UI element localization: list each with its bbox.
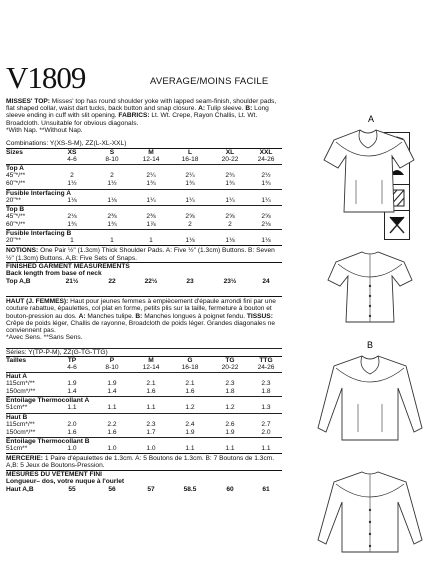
notions-label: NOTIONS: bbox=[6, 247, 39, 255]
table-cell: 1.3 bbox=[261, 404, 271, 412]
fr-view-a-text: Manches tulipe. bbox=[85, 312, 136, 320]
table-cell: M bbox=[148, 356, 154, 364]
table-cell: 20-22 bbox=[221, 156, 239, 164]
table-cell: 1⅛ bbox=[261, 237, 271, 245]
table-cell: 4-6 bbox=[67, 156, 77, 164]
table-row bbox=[6, 197, 282, 205]
row-label: 45"*/** bbox=[6, 172, 26, 180]
table-cell: 1.9 bbox=[225, 428, 235, 436]
table-cell: 1¼ bbox=[146, 196, 156, 204]
table-cell: 2⅛ bbox=[67, 212, 77, 220]
fusible-a-heading bbox=[6, 189, 282, 197]
table-cell: 2.3 bbox=[261, 380, 271, 388]
table-cell: 1 bbox=[110, 237, 114, 245]
finished-sub: Back length from base of neck bbox=[6, 269, 102, 277]
table-cell: 1¼ bbox=[225, 196, 235, 204]
table-row bbox=[6, 486, 282, 494]
row-label: 20"** bbox=[6, 196, 21, 204]
mesures-title: MESURES DU VÊTEMENT FINI bbox=[6, 470, 102, 478]
table-cell: 2 bbox=[228, 220, 232, 228]
french-section bbox=[6, 296, 282, 494]
table-cell: 2.0 bbox=[261, 428, 271, 436]
table-cell: 16-18 bbox=[181, 363, 199, 371]
row-label: 60"*/** bbox=[6, 180, 26, 188]
table-cell: XL bbox=[225, 149, 235, 157]
tailles-header-row bbox=[6, 356, 282, 364]
sizes-sub-row bbox=[6, 156, 282, 164]
table-cell: 22 bbox=[108, 278, 116, 285]
table-cell: 4-6 bbox=[67, 363, 77, 371]
entoilage-a-heading bbox=[6, 396, 282, 404]
table-cell: 12-14 bbox=[142, 363, 160, 371]
top-a-heading bbox=[6, 164, 282, 172]
view-b-label: B: bbox=[245, 105, 253, 113]
table-cell: 2.1 bbox=[185, 380, 195, 388]
table-row bbox=[6, 237, 282, 245]
row-label: 115cm*/** bbox=[6, 420, 35, 428]
row-label: 51cm** bbox=[6, 404, 28, 412]
finished-title: FINISHED GARMENT MEASUREMENTS bbox=[6, 262, 130, 270]
sizes-label: Sizes bbox=[6, 149, 23, 157]
mesures-sub: Longueur– dos, votre nuque à l'ourlet bbox=[6, 477, 125, 485]
tailles-label: Tailles bbox=[6, 356, 27, 364]
table-cell: 24 bbox=[262, 278, 270, 285]
row-label: 45"*/** bbox=[6, 212, 26, 220]
table-cell: 22½ bbox=[144, 278, 158, 285]
table-cell: 1.4 bbox=[67, 388, 77, 396]
table-cell: 1.1 bbox=[261, 444, 271, 452]
row-label: 51cm** bbox=[6, 444, 28, 452]
table-row bbox=[6, 380, 282, 388]
table-cell: 1 bbox=[70, 237, 74, 245]
garment-description bbox=[6, 98, 282, 134]
table-cell: 23½ bbox=[223, 278, 237, 285]
table-cell: 56 bbox=[108, 485, 116, 493]
table-row bbox=[6, 172, 282, 180]
series-text: Séries: Y(TP-P-M), ZZ(G-TG-TTG) bbox=[6, 348, 108, 356]
view-a-text: Tulip sleeve. bbox=[205, 105, 246, 113]
tissus-text: Crêpe de poids léger, Challis de rayonne, Broadcloth de poids léger. Grandes diagonales ne conviennent pas. bbox=[6, 319, 276, 335]
table-cell: 1½ bbox=[67, 180, 77, 188]
row-label: 60"*/** bbox=[6, 220, 26, 228]
table-cell: 2½ bbox=[261, 172, 271, 180]
table-cell: 1.1 bbox=[185, 444, 195, 452]
top-b-heading bbox=[6, 205, 282, 213]
table-cell: 1.0 bbox=[107, 444, 117, 452]
table-cell: 1¾ bbox=[261, 180, 271, 188]
entoilage-b-label: Entoilage Thermocollant B bbox=[6, 437, 90, 445]
description-title: MISSES' TOP: bbox=[6, 98, 50, 105]
table-row bbox=[6, 445, 282, 453]
fusible-b-label: Fusible Interfacing B bbox=[6, 230, 72, 238]
table-cell: 2.0 bbox=[67, 420, 77, 428]
table-cell: 2 bbox=[110, 172, 114, 180]
table-cell: 2.6 bbox=[225, 420, 235, 428]
table-cell: 1 bbox=[149, 237, 153, 245]
notions-body: One Pair ½" (1.3cm) Thick Shoulder Pads. A: Five ½" (1.3cm) Buttons. B: Seven ½" (1.3cm) Buttons. A,B: Five Sets of Snaps. bbox=[6, 247, 275, 262]
table-cell: XXL bbox=[259, 149, 273, 157]
table-cell: 1.1 bbox=[67, 404, 77, 412]
table-cell: 20-22 bbox=[221, 363, 239, 371]
table-cell: 1⅛ bbox=[185, 237, 195, 245]
haut-b-label: Haut B bbox=[6, 413, 28, 421]
table-cell: 24-26 bbox=[257, 363, 275, 371]
table-cell: 1.4 bbox=[107, 388, 117, 396]
table-row bbox=[6, 429, 282, 437]
table-cell: 1.1 bbox=[107, 404, 117, 412]
table-cell: G bbox=[187, 356, 193, 364]
haut-text: Haut pour jeunes femmes à empiècement d'épaule arrondi fini par une couture rabattue, épaulettes, col plat en forme, petits plis sur la taille, fermeture à bouton et bouton-pression au dos. bbox=[6, 298, 276, 320]
top-b-label: Top B bbox=[6, 205, 25, 213]
table-cell: 61 bbox=[262, 485, 270, 493]
view-b-letter: B bbox=[366, 340, 374, 350]
table-cell: 1¾ bbox=[146, 180, 156, 188]
mercerie-text bbox=[6, 453, 282, 470]
table-cell: 1⅛ bbox=[107, 196, 117, 204]
description-text: Misses' top has round shoulder yoke with lapped seam-finish, shoulder pads, flat shaped collar, waist dart tucks, back button and snap closure. bbox=[6, 98, 277, 113]
mesures-title-row bbox=[6, 470, 282, 478]
combinations-text: Combinations: Y(XS-S-M), ZZ(L-XL-XXL) bbox=[6, 140, 127, 147]
table-cell: 2.3 bbox=[146, 420, 156, 428]
table-cell: 1.8 bbox=[225, 388, 235, 396]
table-row bbox=[6, 278, 282, 286]
table-cell: 1.6 bbox=[185, 388, 195, 396]
row-label: 20"** bbox=[6, 237, 21, 245]
table-cell: 1⅞ bbox=[146, 220, 156, 228]
table-cell: 1.8 bbox=[261, 388, 271, 396]
table-cell: 58.5 bbox=[183, 485, 197, 493]
table-cell: 1¼ bbox=[261, 196, 271, 204]
table-cell: L bbox=[187, 149, 193, 157]
table-cell: 1¾ bbox=[225, 180, 235, 188]
table-cell: 2¼ bbox=[146, 172, 156, 180]
table-cell: 2⅛ bbox=[261, 220, 271, 228]
table-cell: 2⅜ bbox=[146, 212, 156, 220]
mercerie-label: MERCERIE: bbox=[6, 455, 43, 462]
table-cell: TTG bbox=[259, 356, 273, 364]
tissus-label: TISSUS: bbox=[246, 312, 273, 320]
finished-sub-row bbox=[6, 270, 282, 278]
table-cell: 1.9 bbox=[107, 380, 117, 388]
table-cell: 2.4 bbox=[185, 420, 195, 428]
table-cell: 1.6 bbox=[146, 388, 156, 396]
table-row bbox=[6, 180, 282, 188]
french-description bbox=[6, 296, 282, 342]
table-cell: 1⅛ bbox=[225, 237, 235, 245]
table-cell: 8-10 bbox=[105, 363, 119, 371]
table-cell: 2.2 bbox=[107, 420, 117, 428]
fusible-b-heading bbox=[6, 229, 282, 237]
view-b-back-drawing bbox=[318, 472, 422, 552]
haut-a-label: Haut A bbox=[6, 373, 28, 381]
table-cell: 1¾ bbox=[67, 220, 77, 228]
table-cell: 1.9 bbox=[67, 380, 77, 388]
tailles-sub-row bbox=[6, 364, 282, 372]
table-cell: 1¼ bbox=[185, 196, 195, 204]
nap-note: *With Nap. **Without Nap. bbox=[6, 126, 83, 134]
table-cell: 2¾ bbox=[225, 172, 235, 180]
table-row bbox=[6, 221, 282, 229]
view-a-letter: A bbox=[367, 114, 375, 124]
table-cell: 57 bbox=[147, 485, 155, 493]
table-cell: 1.1 bbox=[146, 404, 156, 412]
technical-drawings bbox=[282, 100, 434, 570]
table-cell: P bbox=[109, 356, 115, 364]
fr-nap-note: *Avec Sens. **Sans Sens. bbox=[6, 334, 83, 342]
fr-view-a-label: A: bbox=[78, 312, 86, 320]
fusible-a-label: Fusible Interfacing A bbox=[6, 189, 71, 197]
mercerie-body: 1 Paire d'épaulettes de 1.3cm. A: 5 Boutons de 1.3cm. B: 7 Boutons de 1.3cm. A,B: 5 Jeux de Boutons-Pression. bbox=[6, 455, 275, 470]
finished-title-row bbox=[6, 262, 282, 270]
table-cell: 24-26 bbox=[257, 156, 275, 164]
table-cell: 1¾ bbox=[107, 220, 117, 228]
row-label: 150cm*/** bbox=[6, 388, 36, 396]
table-cell: XS bbox=[67, 149, 77, 157]
series-row bbox=[6, 348, 282, 356]
table-cell: 1.6 bbox=[67, 428, 77, 436]
table-cell: 21½ bbox=[65, 278, 79, 285]
view-a-front-drawing bbox=[324, 114, 414, 212]
table-cell: 1.1 bbox=[225, 444, 235, 452]
table-cell: 2.7 bbox=[261, 420, 271, 428]
table-cell: 55 bbox=[68, 485, 76, 493]
haut-a-heading bbox=[6, 372, 282, 380]
table-cell: 2⅝ bbox=[261, 212, 271, 220]
table-cell: 1.0 bbox=[146, 444, 156, 452]
table-cell: 2⅜ bbox=[107, 212, 117, 220]
table-row bbox=[6, 404, 282, 412]
table-row bbox=[6, 421, 282, 429]
haut-label: HAUT (J. FEMMES): bbox=[6, 298, 69, 305]
table-cell: M bbox=[148, 149, 154, 157]
table-cell: 1.9 bbox=[185, 428, 195, 436]
sizes-header-row bbox=[6, 148, 282, 156]
fr-view-b-label: B: bbox=[135, 312, 143, 320]
fabrics-label: FABRICS: bbox=[118, 112, 150, 120]
table-cell: 1.2 bbox=[225, 404, 235, 412]
table-cell: 2 bbox=[70, 172, 74, 180]
table-cell: 1½ bbox=[107, 180, 117, 188]
fabrics-text: Lt. Wt. Crepe, Rayon Challis, Lt. Wt. Broadcloth. Unsuitable for obvious diagonals. bbox=[6, 112, 258, 127]
top-a-label: Top A bbox=[6, 165, 24, 173]
view-a-back-drawing bbox=[328, 252, 412, 322]
fr-view-b-text: Manches longues à poignet fendu. bbox=[142, 312, 247, 320]
table-cell: 1.0 bbox=[67, 444, 77, 452]
table-cell: 1⅛ bbox=[67, 196, 77, 204]
table-cell: 1¾ bbox=[185, 180, 195, 188]
table-cell: S bbox=[109, 149, 115, 157]
table-cell: TP bbox=[67, 356, 77, 364]
row-label: Haut A,B bbox=[6, 485, 34, 493]
table-cell: 16-18 bbox=[181, 156, 199, 164]
entoilage-b-heading bbox=[6, 437, 282, 445]
table-cell: 12-14 bbox=[142, 156, 160, 164]
table-cell: 2.1 bbox=[146, 380, 156, 388]
table-cell: 2⅝ bbox=[225, 212, 235, 220]
table-row bbox=[6, 388, 282, 396]
haut-b-heading bbox=[6, 413, 282, 421]
table-cell: TG bbox=[225, 356, 235, 364]
row-label: Top A,B bbox=[6, 278, 31, 285]
view-a-label: A: bbox=[198, 105, 206, 113]
difficulty-label: AVERAGE/MOINS FACILE bbox=[150, 76, 269, 87]
english-yardage-table bbox=[6, 140, 282, 286]
table-cell: 2⅝ bbox=[185, 212, 195, 220]
table-cell: 2.3 bbox=[225, 380, 235, 388]
table-row bbox=[6, 213, 282, 221]
row-label: 115cm*/** bbox=[6, 380, 35, 388]
pattern-number: V1809 bbox=[6, 60, 86, 95]
notions-text bbox=[6, 245, 282, 262]
entoilage-a-label: Entoilage Thermocollant A bbox=[6, 397, 90, 405]
table-cell: 1.2 bbox=[185, 404, 195, 412]
view-b-front-drawing bbox=[318, 340, 422, 440]
view-b-text: Long sleeve ending in cuff with slit opening. bbox=[6, 105, 269, 120]
table-cell: 60 bbox=[226, 485, 234, 493]
table-cell: 1.7 bbox=[146, 428, 156, 436]
table-cell: 2¼ bbox=[185, 172, 195, 180]
table-cell: 23 bbox=[186, 278, 194, 285]
combinations-row bbox=[6, 140, 282, 148]
mesures-sub-row bbox=[6, 478, 282, 486]
table-cell: 8-10 bbox=[105, 156, 119, 164]
table-cell: 1.6 bbox=[107, 428, 117, 436]
table-cell: 2 bbox=[188, 220, 192, 228]
row-label: 150cm*/** bbox=[6, 428, 36, 436]
